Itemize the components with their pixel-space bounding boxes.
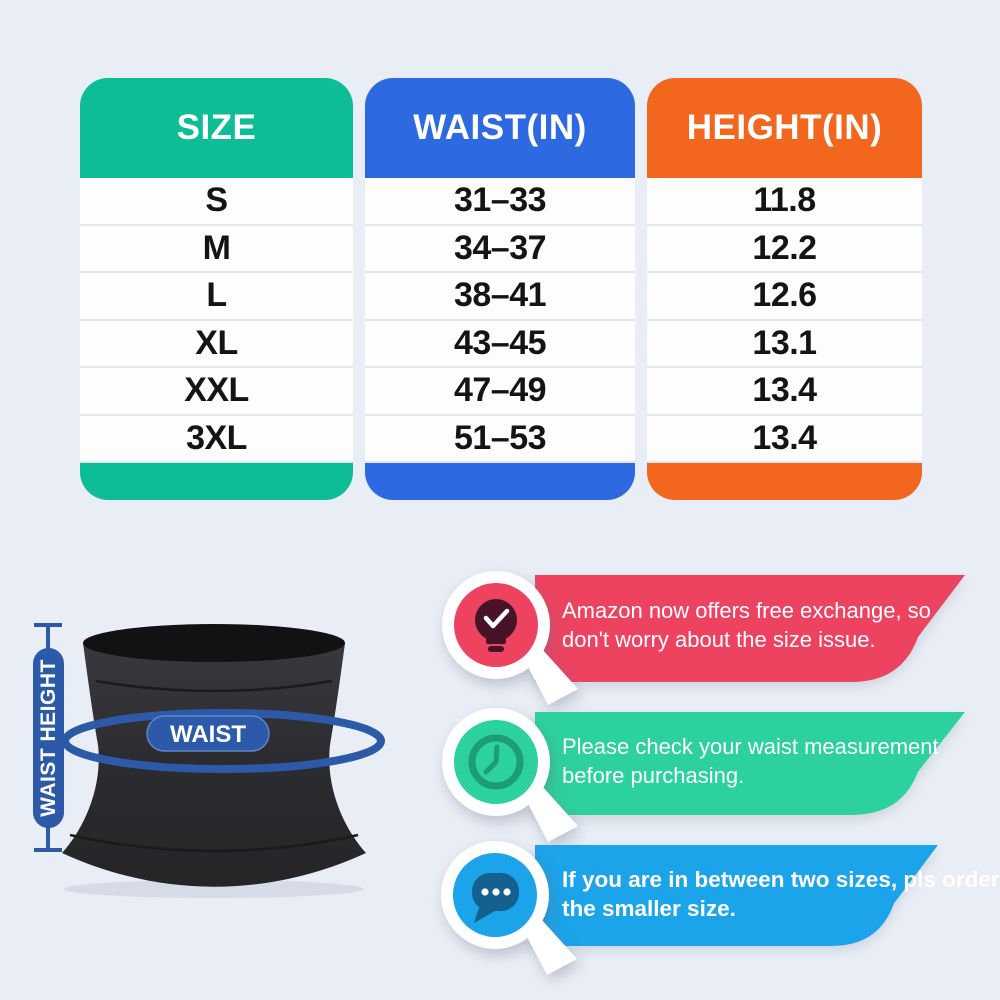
height-cell: 13.4 (647, 368, 922, 416)
waist-column-footer (365, 463, 635, 500)
waist-cell: 31–33 (365, 178, 635, 226)
size-column-body (80, 178, 353, 463)
clock-icon (436, 702, 586, 852)
size-column-footer (80, 463, 353, 500)
waist-label: WAIST (170, 721, 246, 748)
callout-text (562, 865, 1000, 923)
size-column-header: SIZE (80, 78, 353, 178)
size-chart (80, 78, 922, 500)
height-cell: 13.4 (647, 416, 922, 464)
waist-cell: 51–53 (365, 416, 635, 464)
callout-line2: don't worry about the size issue. (562, 627, 876, 652)
size-cell: 3XL (80, 416, 353, 464)
chat-dot (492, 888, 499, 895)
size-cell: XL (80, 321, 353, 369)
waist-column (365, 78, 635, 500)
height-cell: 12.2 (647, 226, 922, 274)
callout-text (562, 596, 931, 654)
callout-line2: before purchasing. (562, 763, 745, 788)
callout-line1: Please check your waist measurement (562, 734, 939, 759)
waist-cell: 34–37 (365, 226, 635, 274)
waist-column-body (365, 178, 635, 463)
size-cell: L (80, 273, 353, 321)
size-cell: S (80, 178, 353, 226)
size-cell: XXL (80, 368, 353, 416)
size-cell: M (80, 226, 353, 274)
lightbulb-check-icon (436, 565, 586, 715)
waist-cell: 43–45 (365, 321, 635, 369)
waist-trainer-diagram (10, 595, 450, 915)
height-cell: 11.8 (647, 178, 922, 226)
waist-cell: 47–49 (365, 368, 635, 416)
callout-line2: the smaller size. (562, 896, 736, 921)
callout-check-measurement (430, 702, 990, 837)
trainer-top-opening (83, 624, 345, 662)
callout-free-exchange (430, 565, 990, 700)
callout-order-smaller (430, 835, 1000, 970)
height-cell: 12.6 (647, 273, 922, 321)
waist-cell: 38–41 (365, 273, 635, 321)
callout-line1: Amazon now offers free exchange, so (562, 598, 931, 623)
height-cell: 13.1 (647, 321, 922, 369)
callout-line1: If you are in between two sizes, pls order (562, 867, 1000, 892)
size-column (80, 78, 353, 500)
chat-dot (503, 888, 510, 895)
chat-dot (481, 888, 488, 895)
height-column-body (647, 178, 922, 463)
height-column-header: HEIGHT(IN) (647, 78, 922, 178)
waist-label-pill (147, 716, 269, 751)
waist-height-label: WAIST HEIGHT (37, 659, 60, 817)
waist-column-header: WAIST(IN) (365, 78, 635, 178)
callout-text (562, 732, 939, 790)
waist-height-measure (33, 625, 64, 850)
height-column-footer (647, 463, 922, 500)
height-column (647, 78, 922, 500)
chat-dots-icon (435, 835, 585, 985)
